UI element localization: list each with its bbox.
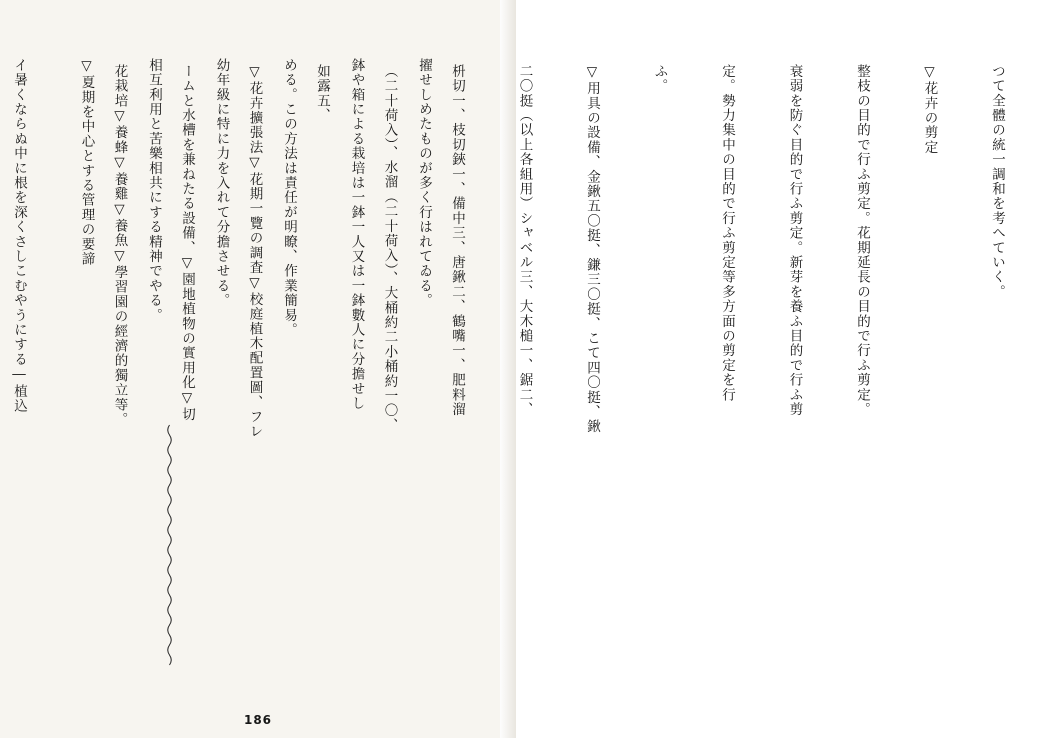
text-line: ふ。 [651, 64, 668, 94]
section-heading: ▽夏期を中心とする管理の要諦 [78, 58, 95, 267]
text-line: 擢せしめたものが多く行はれてゐる。 [416, 58, 432, 308]
wavy-divider [166, 425, 173, 665]
text-line: （二十荷入）、水溜（二十荷入）、大桶約二小桶約一〇、 [381, 64, 398, 433]
text-line: める。この方法は責任が明瞭、作業簡易。 [281, 58, 297, 338]
text-line: 二〇挺（以上各組用）シャベル三、大木槌一、鋸二、 [516, 64, 533, 417]
text-line: 花栽培▽養蜂▽養雞▽養魚▽學習園の經濟的獨立等。 [111, 64, 128, 427]
text-line: 如露五、 [314, 64, 330, 123]
text-line: つて全體の統一調和を考へていく。 [989, 64, 1005, 300]
left-text-block [63, 64, 1053, 669]
section-heading: ▽用具の設備、金鍬五〇挺、鎌三〇挺、こて四〇挺、鍬 [584, 64, 600, 434]
text-line: 相互利用と苦樂相共にする精神でやる。 [146, 58, 162, 323]
page-number: 186 [243, 713, 273, 727]
text-line: ームと水槽を兼ねたる設備、▽園地植物の實用化▽切 [179, 64, 195, 422]
text-line: 枡切一、枝切鋏一、備中三、唐鍬二、鶴嘴一、肥料溜 [449, 64, 465, 417]
text-line: イ暑くならぬ中に根を深くさしこむやうにする―植込 [11, 58, 27, 414]
text-line: 整枝の目的で行ふ剪定。花期延長の目的で行ふ剪定。 [854, 64, 870, 417]
text-line: 定。勢力集中の目的で行ふ剪定等多方面の剪定を行 [719, 64, 735, 403]
section-heading: ▽花卉の剪定 [921, 64, 938, 155]
text-line: 幼年級に特に力を入れて分擔させる。 [213, 58, 230, 308]
section-heading: ▽花卉擴張法▽花期一覽の調査▽校庭植木配置圖、フレ [246, 64, 263, 439]
text-line: 鉢や箱による栽培は一鉢一人又は一鉢數人に分擔せし [348, 58, 365, 411]
text-line: 衰弱を防ぐ目的で行ふ剪定。新芽を養ふ目的で行ふ剪 [786, 64, 803, 417]
